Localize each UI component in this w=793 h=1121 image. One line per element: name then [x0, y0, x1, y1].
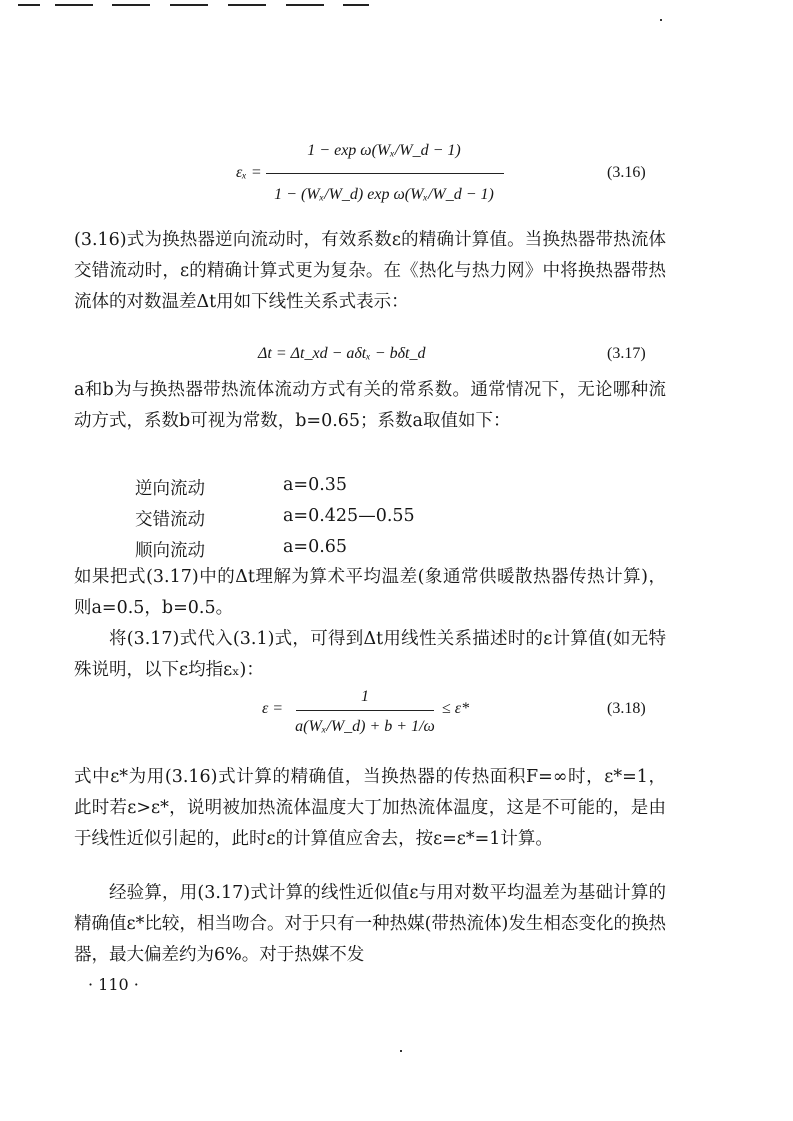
- scan-speck: [400, 1050, 402, 1052]
- equation-number: (3.16): [607, 164, 646, 181]
- scan-speck: [660, 19, 662, 21]
- equation-rhs: ≤ ε*: [442, 700, 470, 717]
- coefficient-mode: 顺向流动: [135, 541, 205, 561]
- page-number: · 110 ·: [88, 975, 139, 994]
- scan-top-rule: [170, 4, 208, 6]
- coefficient-mode: 逆向流动: [135, 479, 205, 499]
- equation-3-17: [0, 345, 793, 371]
- coefficient-value: a=0.35: [283, 475, 348, 495]
- scan-top-rule: [55, 4, 93, 6]
- fraction-numerator: 1: [361, 688, 369, 705]
- equation-3-16: [0, 128, 793, 228]
- fraction-bar: [266, 173, 504, 174]
- equation-lhs: εₓ =: [236, 164, 262, 181]
- paragraph: 将(3.17)式代入(3.1)式，可得到Δt用线性关系描述时的ε计算值(如无特殊说明，以下ε均指εₓ)：: [74, 629, 666, 680]
- scan-top-rule: [286, 4, 324, 6]
- fraction-denominator: a(Wₓ/W_d) + b + 1/ω: [295, 718, 435, 735]
- fraction-bar: [296, 710, 434, 711]
- equation-number: (3.18): [607, 700, 646, 717]
- paragraph: 式中ε*为用(3.16)式计算的精确值，当换热器的传热面积F=∞时，ε*=1，此时若ε>ε*，说明被加热流体温度大丁加热流体温度，这是不可能的，是由于线性近似引起的，此时ε的计算值应舍去，按ε=ε*=1计算。: [74, 767, 666, 849]
- scan-top-rule: [343, 4, 369, 6]
- equation-number: (3.17): [607, 345, 646, 362]
- equation-3-18: [0, 688, 793, 758]
- paragraph: (3.16)式为换热器逆向流动时，有效系数ε的精确计算值。当换热器带热流体交错流动时，ε的精确计算式更为复杂。在《热化与热力网》中将换热器带热流体的对数温差Δt用如下线性关系式表示：: [74, 230, 666, 312]
- fraction-denominator: 1 − (Wₓ/W_d) exp ω(Wₓ/W_d − 1): [274, 186, 494, 203]
- fraction-numerator: 1 − exp ω(Wₓ/W_d − 1): [307, 142, 461, 159]
- coefficient-value: a=0.425—0.55: [283, 506, 415, 526]
- scan-top-rule: [228, 4, 266, 6]
- paragraph: a和b为与换热器带热流体流动方式有关的常系数。通常情况下，无论哪种流动方式，系数b可视为常数，b=0.65；系数a取值如下：: [74, 380, 666, 431]
- paragraph: 如果把式(3.17)中的Δt理解为算术平均温差(象通常供暖散热器传热计算)，则a=0.5，b=0.5。: [74, 567, 666, 618]
- coefficient-value: a=0.65: [283, 537, 348, 557]
- equation-lhs: ε =: [262, 700, 284, 717]
- paragraph: 经验算，用(3.17)式计算的线性近似值ε与用对数平均温差为基础计算的精确值ε*比较，相当吻合。对于只有一种热媒(带热流体)发生相态变化的换热器，最大偏差约为6%。对于热媒不发: [74, 883, 666, 965]
- coefficient-mode: 交错流动: [135, 510, 205, 530]
- equation-body: Δt = Δt_xd − aδtₓ − bδt_d: [258, 345, 426, 362]
- scan-top-rule: [112, 4, 150, 6]
- scan-top-rule: [18, 4, 40, 6]
